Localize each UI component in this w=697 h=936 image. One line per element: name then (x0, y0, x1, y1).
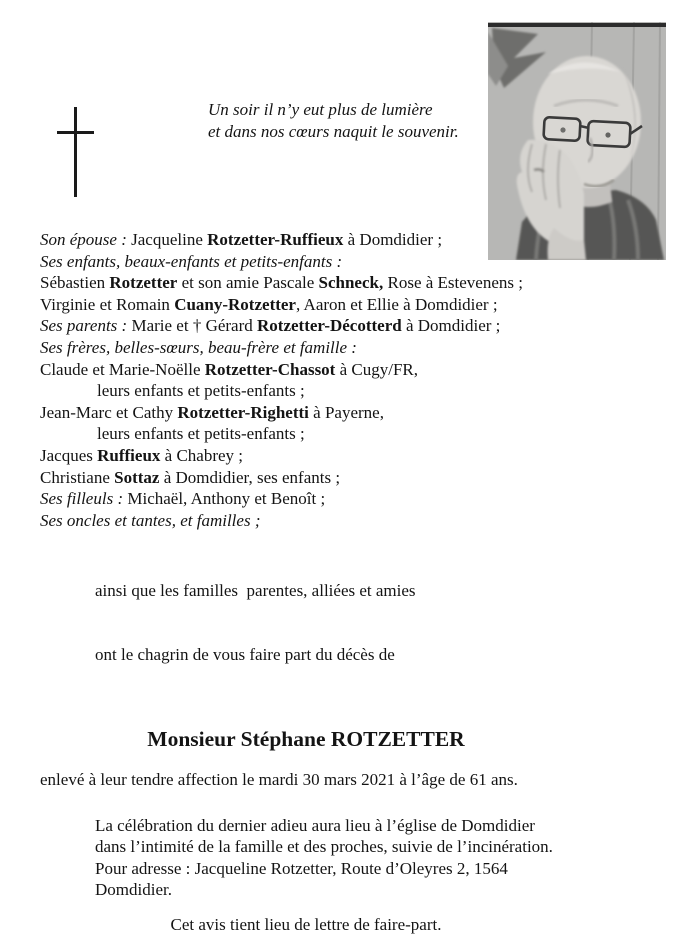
announcement (40, 536, 572, 709)
death-date-line: enlevé à leur tendre affection le mardi 30 mars 2021 à l’âge de 61 ans. (40, 770, 518, 790)
family-line: Virginie et Romain Cuany-Rotzetter, Aaron et Ellie à Domdidier ; (40, 294, 498, 314)
family-line: Ses enfants, beaux-enfants et petits-enfants : (40, 251, 343, 271)
family-line: Ses parents : Marie et † Gérard Rotzetter-Décotterd à Domdidier ; (40, 316, 501, 336)
family-line: leurs enfants et petits-enfants ; (97, 424, 305, 444)
announcement-body (40, 229, 572, 936)
quote-line-2: et dans nos cœurs naquit le souvenir. (208, 121, 459, 141)
family-line: Jacques Ruffieux à Chabrey ; (40, 445, 244, 465)
family-line: Claude et Marie-Noëlle Rotzetter-Chassot à Cugy/FR, (40, 359, 419, 379)
announcement-line-1: ainsi que les familles parentes, alliées et amies (95, 580, 416, 600)
ceremony-line-1: La célébration du dernier adieu aura lieu à l’église de Domdidier (95, 815, 535, 835)
announcement-line-2: ont le chagrin de vous faire part du décès de (95, 645, 395, 665)
ceremony-line-2: dans l’intimité de la famille et des proches, suivie de l’incinération. (95, 837, 553, 857)
family-line: Son épouse : Jacqueline Rotzetter-Ruffieux à Domdidier ; (40, 230, 443, 249)
memorial-quote (208, 99, 459, 142)
family-line: Ses filleuls : Michaël, Anthony et Benoît ; (40, 489, 326, 509)
ceremony-details (40, 815, 572, 901)
portrait-photo (488, 22, 666, 260)
family-line: Ses frères, belles-sœurs, beau-frère et famille : (40, 337, 357, 357)
family-line: Sébastien Rotzetter et son amie Pascale Schneck, Rose à Estevenens ; (40, 273, 523, 293)
quote-line-1: Un soir il n’y eut plus de lumière (208, 100, 433, 119)
closing-line: Cet avis tient lieu de lettre de faire-part. (170, 915, 442, 935)
family-list (40, 229, 572, 531)
family-line: leurs enfants et petits-enfants ; (97, 381, 305, 401)
family-line: Christiane Sottaz à Domdidier, ses enfants ; (40, 467, 341, 487)
family-line: Ses oncles et tantes, et familles ; (40, 510, 261, 530)
ceremony-line-3: Pour adresse : Jacqueline Rotzetter, Route d’Oleyres 2, 1564 Domdidier. (95, 858, 508, 900)
family-line: Jean-Marc et Cathy Rotzetter-Righetti à Payerne, (40, 402, 384, 422)
cross-icon (55, 105, 100, 201)
deceased-name: Monsieur Stéphane ROTZETTER (147, 727, 465, 752)
